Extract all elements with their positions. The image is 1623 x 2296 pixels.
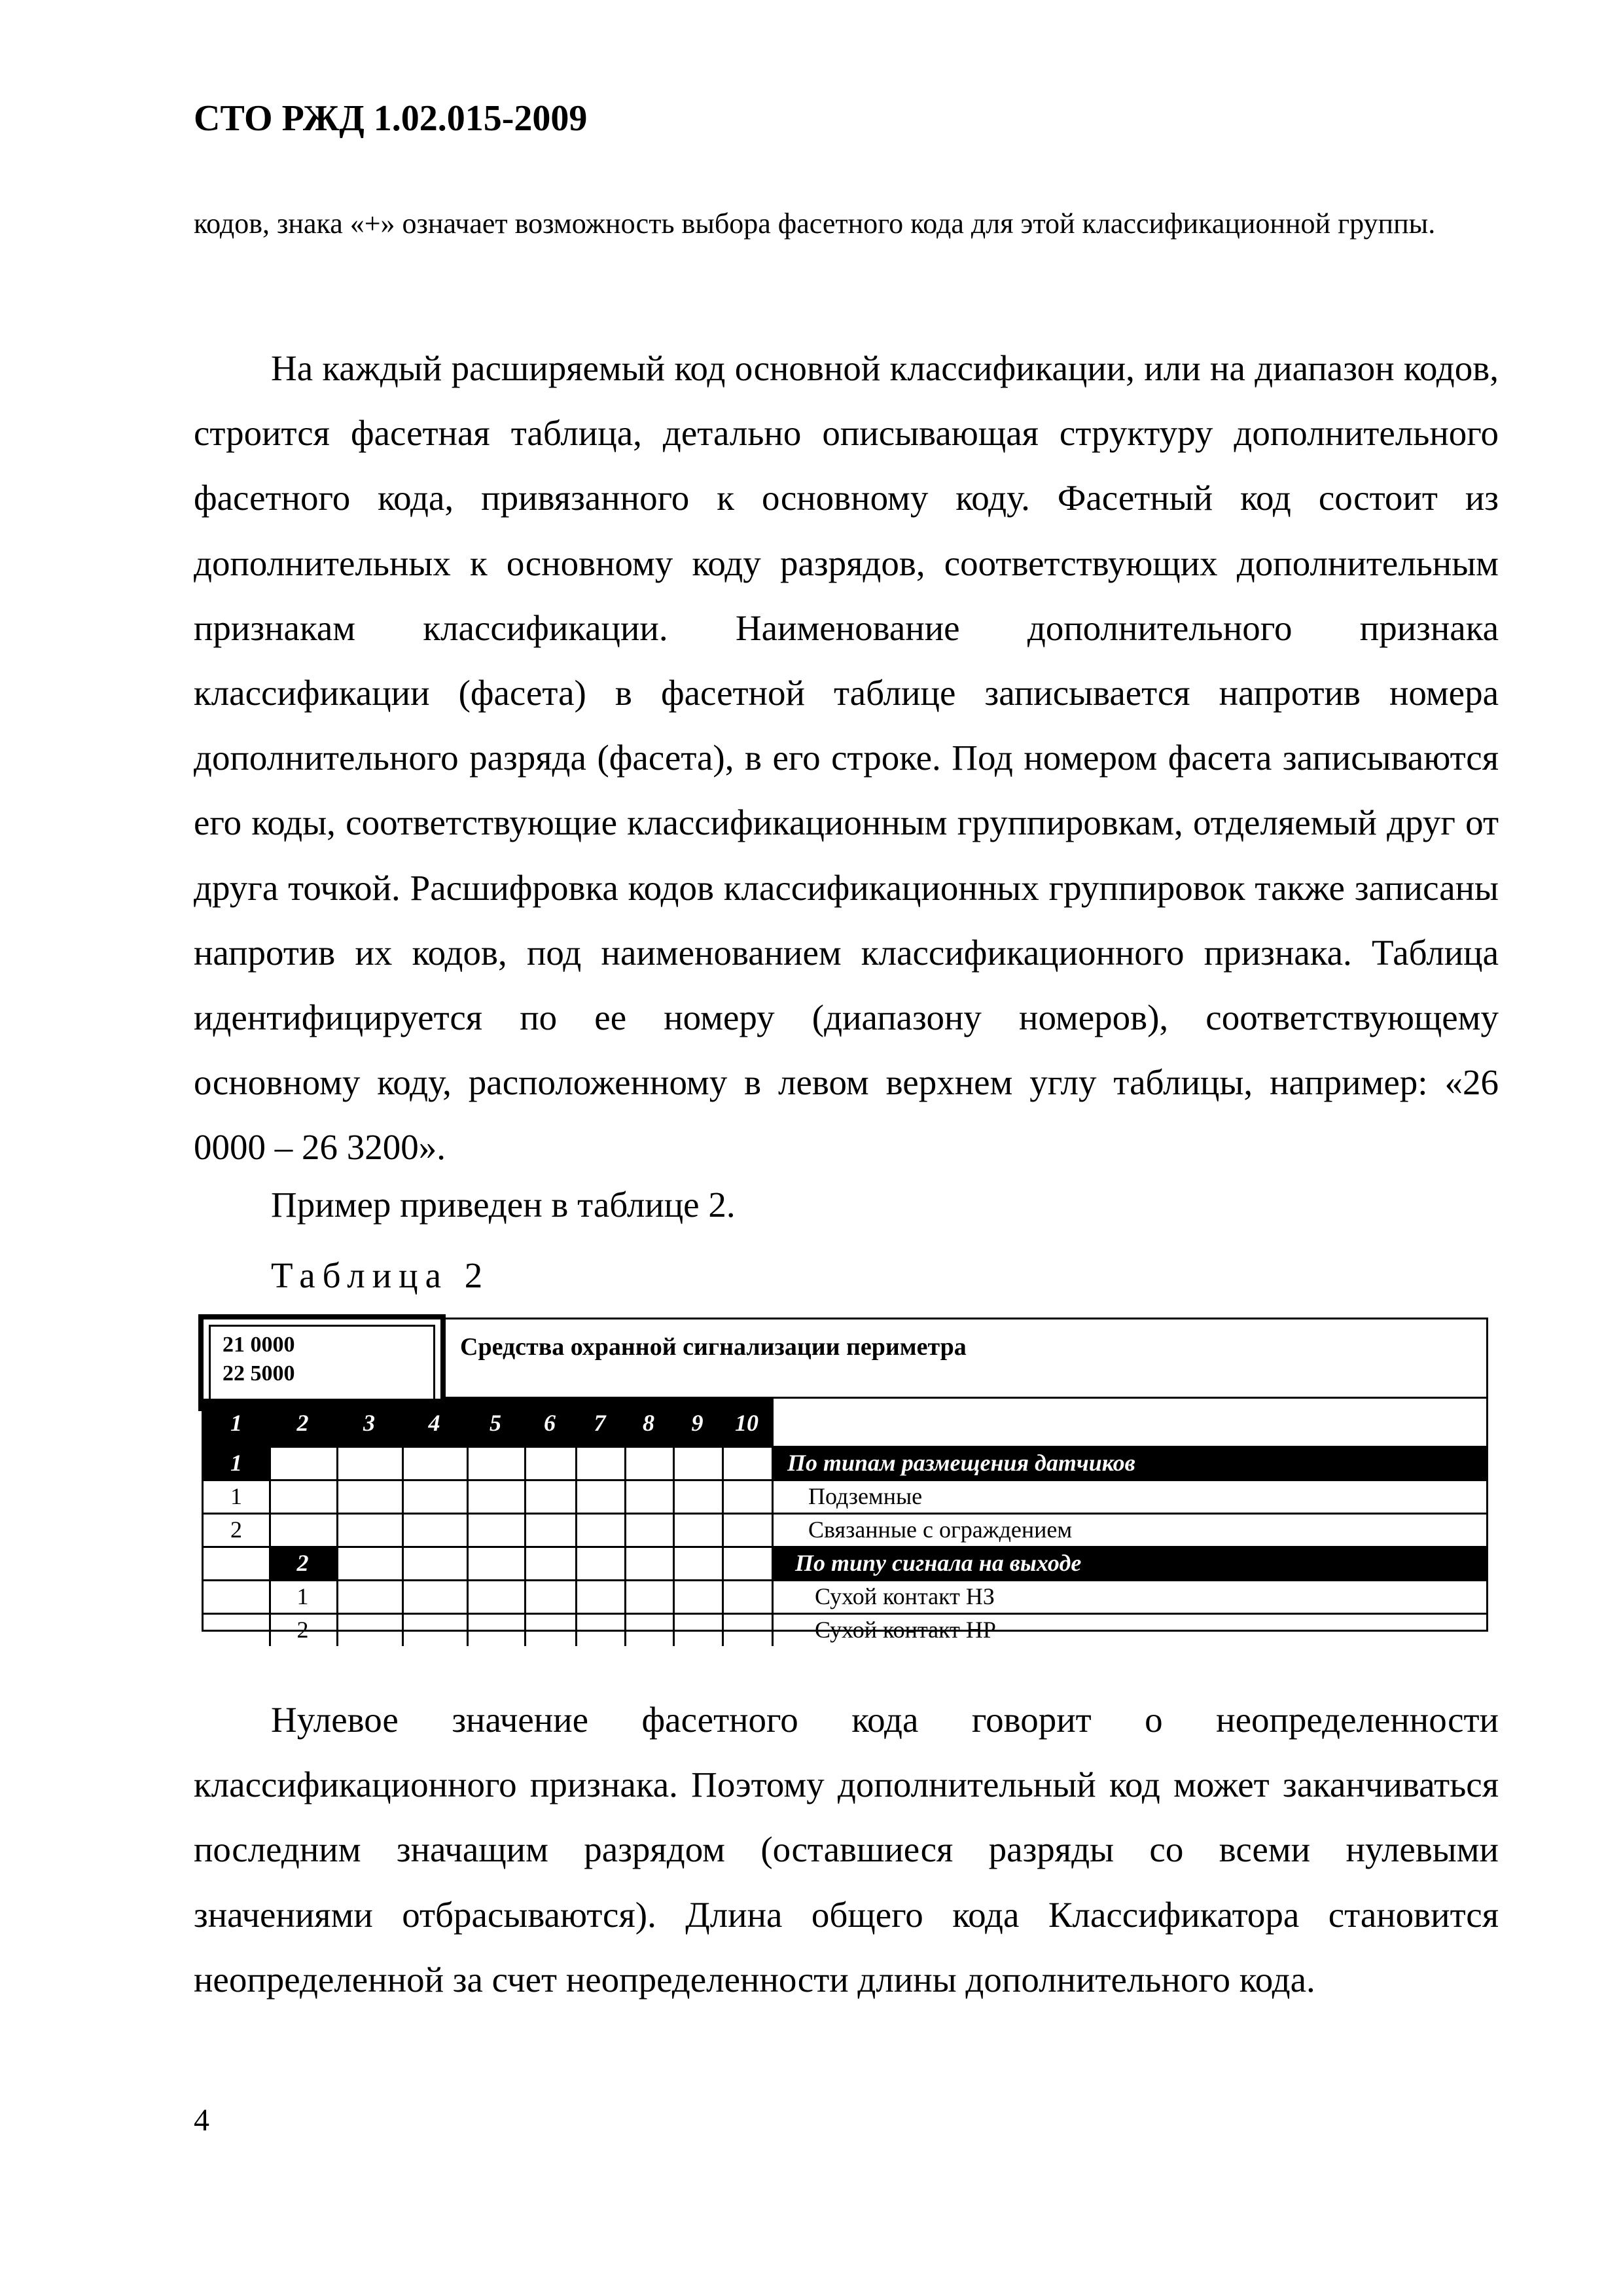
column-number: 8: [643, 1410, 654, 1436]
paragraph-facet-table: На каждый расширяемый код основной классификации, или на диапазон кодов, строится фасетная таблица, детально описывающая структуру дополнительного фасетного кода, привязанного к основному коду. Фасетный код состоит из дополнительных к основному коду разрядов, соответствующих дополнительным признакам классификации. Наименование дополнительного признака классификации (фасета) в фасетной таблице записывается напротив номера дополнительного разряда (фасета), в его строке. Под номером фасета записываются его коды, соответствующие классификационным группировкам, отделяемый друг от друга точкой. Расшифровка кодов классификационных группировок также записаны напротив их кодов, под наименованием классификационного признака. Таблица идентифицируется по ее номеру (диапазону номеров), соответствующему основному коду, расположенному в левом верхнем углу таблицы, например: «26 0000 – 26 3200».: [194, 348, 1499, 1168]
group-name: Связанные с ограждением: [808, 1516, 1073, 1543]
group-code: 2: [230, 1516, 242, 1543]
paragraph-zero-value: Нулевое значение фасетного кода говорит о неопределенности классификационного признака. Поэтому дополнительный код может заканчиваться последним значащим разрядом (оставшиеся разряды со всеми нулевыми значениями отбрасываются). Длина общего кода Классификатора становится неопределенной за счет неопределенности длины дополнительного кода.: [194, 1700, 1499, 2000]
code-range-start: 21 0000: [223, 1333, 295, 1357]
facet-table-title: Средства охранной сигнализации периметра: [460, 1333, 967, 1361]
column-number: 3: [363, 1410, 375, 1436]
facet-number: 1: [230, 1450, 242, 1476]
facet-grid: [204, 1399, 1486, 1643]
column-number: 4: [428, 1410, 440, 1436]
example-reference: Пример приведен в таблице 2.: [271, 1185, 736, 1225]
column-number: 1: [230, 1410, 242, 1436]
facet-number: 2: [296, 1550, 309, 1576]
page-number: 4: [194, 2103, 209, 2138]
group-name: Подземные: [808, 1483, 923, 1509]
group-name: Сухой контакт НЗ: [815, 1583, 995, 1609]
code-range-box: [198, 1314, 446, 1411]
group-code: 2: [296, 1617, 309, 1643]
document-code: СТО РЖД 1.02.015-2009: [194, 98, 588, 139]
grid-column-line: [772, 1399, 774, 1646]
facet-name: По типам размещения датчиков: [787, 1450, 1135, 1476]
group-code: 1: [296, 1583, 309, 1609]
facet-table-header: [204, 1319, 1486, 1399]
column-number: 2: [296, 1410, 309, 1436]
group-name: Сухой контакт НР: [815, 1617, 996, 1643]
column-number: 10: [735, 1410, 758, 1436]
facet-name: По типу сигнала на выходе: [795, 1550, 1082, 1576]
column-number: 9: [691, 1410, 704, 1436]
column-number: 6: [544, 1410, 556, 1436]
facet-table: [202, 1318, 1488, 1643]
intro-text: кодов, знака «+» означает возможность выбора фасетного кода для этой классификационной группы.: [194, 207, 1436, 240]
column-number: 5: [490, 1410, 501, 1436]
column-number: 7: [594, 1410, 606, 1436]
table-caption: Таблица 2: [271, 1255, 490, 1295]
group-code: 1: [230, 1483, 242, 1509]
code-range-end: 22 5000: [223, 1361, 295, 1386]
